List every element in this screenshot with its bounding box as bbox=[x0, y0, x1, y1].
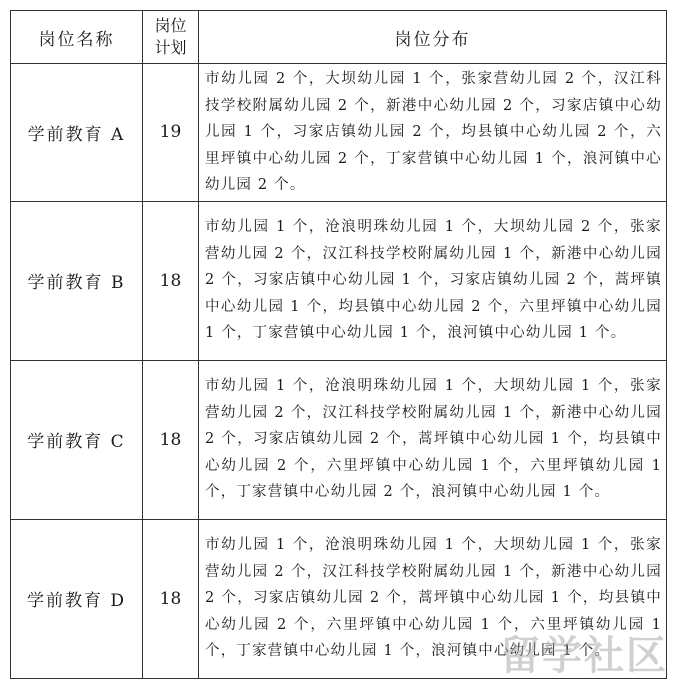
row-position-name: 学前教育 B bbox=[11, 201, 143, 360]
row-position-distribution: 市幼儿园 2 个，大坝幼儿园 1 个，张家营幼儿园 2 个，汉江科技学校附属幼儿园 2 个，新港中心幼儿园 2 个，习家店镇中心幼儿园 1 个，习家店镇幼儿园 2 个，均县镇中心幼儿园 2 个，六里坪镇中心幼儿园 2 个，丁家营镇中心幼儿园 1 个，浪河镇中心幼儿园 2 个。 bbox=[199, 64, 667, 202]
position-table bbox=[10, 10, 667, 679]
row-position-distribution: 市幼儿园 1 个，沧浪明珠幼儿园 1 个，大坝幼儿园 1 个，张家营幼儿园 2 个，汉江科技学校附属幼儿园 1 个，新港中心幼儿园 2 个，习家店镇幼儿园 2 个，蒿坪镇中心幼儿园 1 个，均县镇中心幼儿园 2 个，六里坪镇中心幼儿园 1 个，六里坪镇幼儿园 1 个，丁家营镇中心幼儿园 1 个，浪河镇中心幼儿园 1 个。 bbox=[199, 519, 667, 678]
table-header-row bbox=[11, 11, 667, 64]
header-plan-line2: 计划 bbox=[154, 38, 187, 57]
row-position-count: 18 bbox=[143, 519, 199, 678]
table-row bbox=[11, 360, 667, 519]
header-position-plan bbox=[143, 11, 199, 64]
row-position-count: 19 bbox=[143, 64, 199, 202]
row-position-distribution: 市幼儿园 1 个，沧浪明珠幼儿园 1 个，大坝幼儿园 2 个，张家营幼儿园 2 个，汉江科技学校附属幼儿园 1 个，新港中心幼儿园 2 个，习家店镇中心幼儿园 1 个，习家店镇幼儿园 2 个，蒿坪镇中心幼儿园 1 个，均县镇中心幼儿园 2 个，六里坪镇中心幼儿园 1 个，丁家营镇中心幼儿园 1 个，浪河镇中心幼儿园 1 个。 bbox=[199, 201, 667, 360]
header-plan-line1: 岗位 bbox=[154, 16, 187, 35]
row-position-name: 学前教育 C bbox=[11, 360, 143, 519]
row-position-distribution: 市幼儿园 1 个，沧浪明珠幼儿园 1 个，大坝幼儿园 1 个，张家营幼儿园 2 个，汉江科技学校附属幼儿园 1 个，新港中心幼儿园 2 个，习家店镇幼儿园 2 个，蒿坪镇中心幼儿园 1 个，均县镇中心幼儿园 2 个，六里坪镇中心幼儿园 1 个，六里坪镇幼儿园 1 个，丁家营镇中心幼儿园 2 个，浪河镇中心幼儿园 1 个。 bbox=[199, 360, 667, 519]
table-row bbox=[11, 64, 667, 202]
table-row bbox=[11, 201, 667, 360]
row-position-count: 18 bbox=[143, 201, 199, 360]
row-position-count: 18 bbox=[143, 360, 199, 519]
row-position-name: 学前教育 D bbox=[11, 519, 143, 678]
row-position-name: 学前教育 A bbox=[11, 64, 143, 202]
header-position-distribution: 岗位分布 bbox=[199, 11, 667, 64]
watermark-logo: 留学社区 bbox=[500, 633, 668, 679]
header-position-name: 岗位名称 bbox=[11, 11, 143, 64]
